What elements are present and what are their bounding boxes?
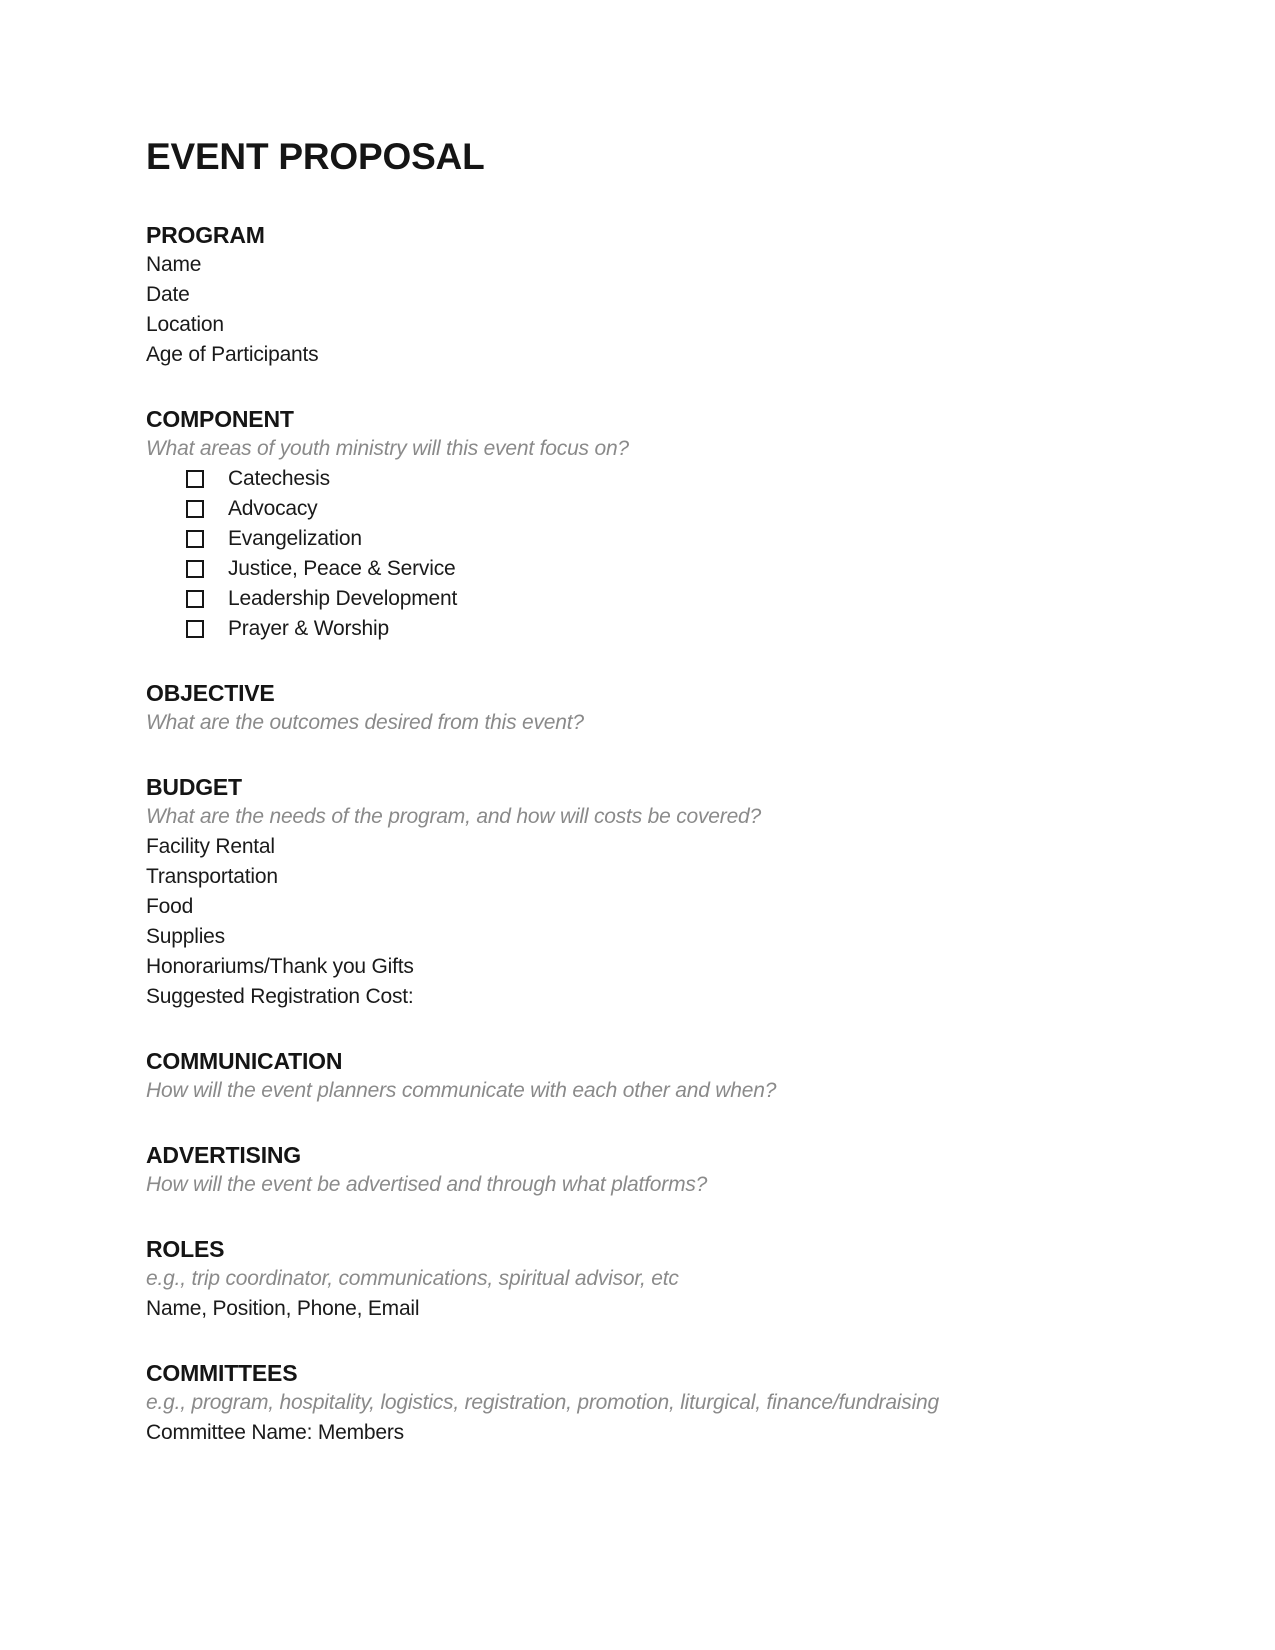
roles-field-contact-format: Name, Position, Phone, Email [146,1297,420,1320]
checkbox-option-label: Catechesis [228,467,330,490]
section-heading-roles: ROLES [146,1236,225,1262]
checkbox-unchecked-icon[interactable] [186,590,204,608]
section-heading-component: COMPONENT [146,406,294,432]
checkbox-option-row [146,554,1125,584]
checkbox-option-label: Advocacy [228,497,318,520]
budget-field-supplies: Supplies [146,925,225,948]
objective-hint: What are the outcomes desired from this event? [146,711,584,734]
budget-hint: What are the needs of the program, and how will costs be covered? [146,805,762,828]
section-heading-advertising: ADVERTISING [146,1142,301,1168]
section-heading-budget: BUDGET [146,774,242,800]
checkbox-option-label: Leadership Development [228,587,458,610]
checkbox-unchecked-icon[interactable] [186,500,204,518]
checkbox-option-label: Prayer & Worship [228,617,389,640]
checkbox-option-row [146,494,1125,524]
checkbox-unchecked-icon[interactable] [186,560,204,578]
checkbox-option-label: Justice, Peace & Service [228,557,456,580]
roles-hint: e.g., trip coordinator, communications, spiritual advisor, etc [146,1267,679,1290]
section-heading-committees: COMMITTEES [146,1360,298,1386]
checkbox-option-label: Evangelization [228,527,362,550]
page-title: EVENT PROPOSAL [146,136,485,177]
program-field-location: Location [146,313,224,336]
checkbox-option-row [146,464,1125,494]
checkbox-option-row [146,584,1125,614]
section-heading-program: PROGRAM [146,222,265,248]
committees-hint: e.g., program, hospitality, logistics, registration, promotion, liturgical, finance/fundraising [146,1391,939,1414]
budget-field-food: Food [146,895,194,918]
checkbox-option-row [146,524,1125,554]
budget-field-facility-rental: Facility Rental [146,835,275,858]
checkbox-option-row [146,614,1125,644]
budget-field-registration-cost: Suggested Registration Cost: [146,985,414,1008]
section-heading-communication: COMMUNICATION [146,1048,343,1074]
budget-field-transportation: Transportation [146,865,278,888]
program-field-date: Date [146,283,190,306]
program-field-age: Age of Participants [146,343,319,366]
committees-field-format: Committee Name: Members [146,1421,404,1444]
communication-hint: How will the event planners communicate with each other and when? [146,1079,777,1102]
component-hint: What areas of youth ministry will this event focus on? [146,437,629,460]
checkbox-unchecked-icon[interactable] [186,620,204,638]
advertising-hint: How will the event be advertised and through what platforms? [146,1173,708,1196]
program-field-name: Name [146,253,202,276]
checkbox-unchecked-icon[interactable] [186,470,204,488]
checkbox-unchecked-icon[interactable] [186,530,204,548]
section-heading-objective: OBJECTIVE [146,680,275,706]
budget-field-honorariums: Honorariums/Thank you Gifts [146,955,414,978]
